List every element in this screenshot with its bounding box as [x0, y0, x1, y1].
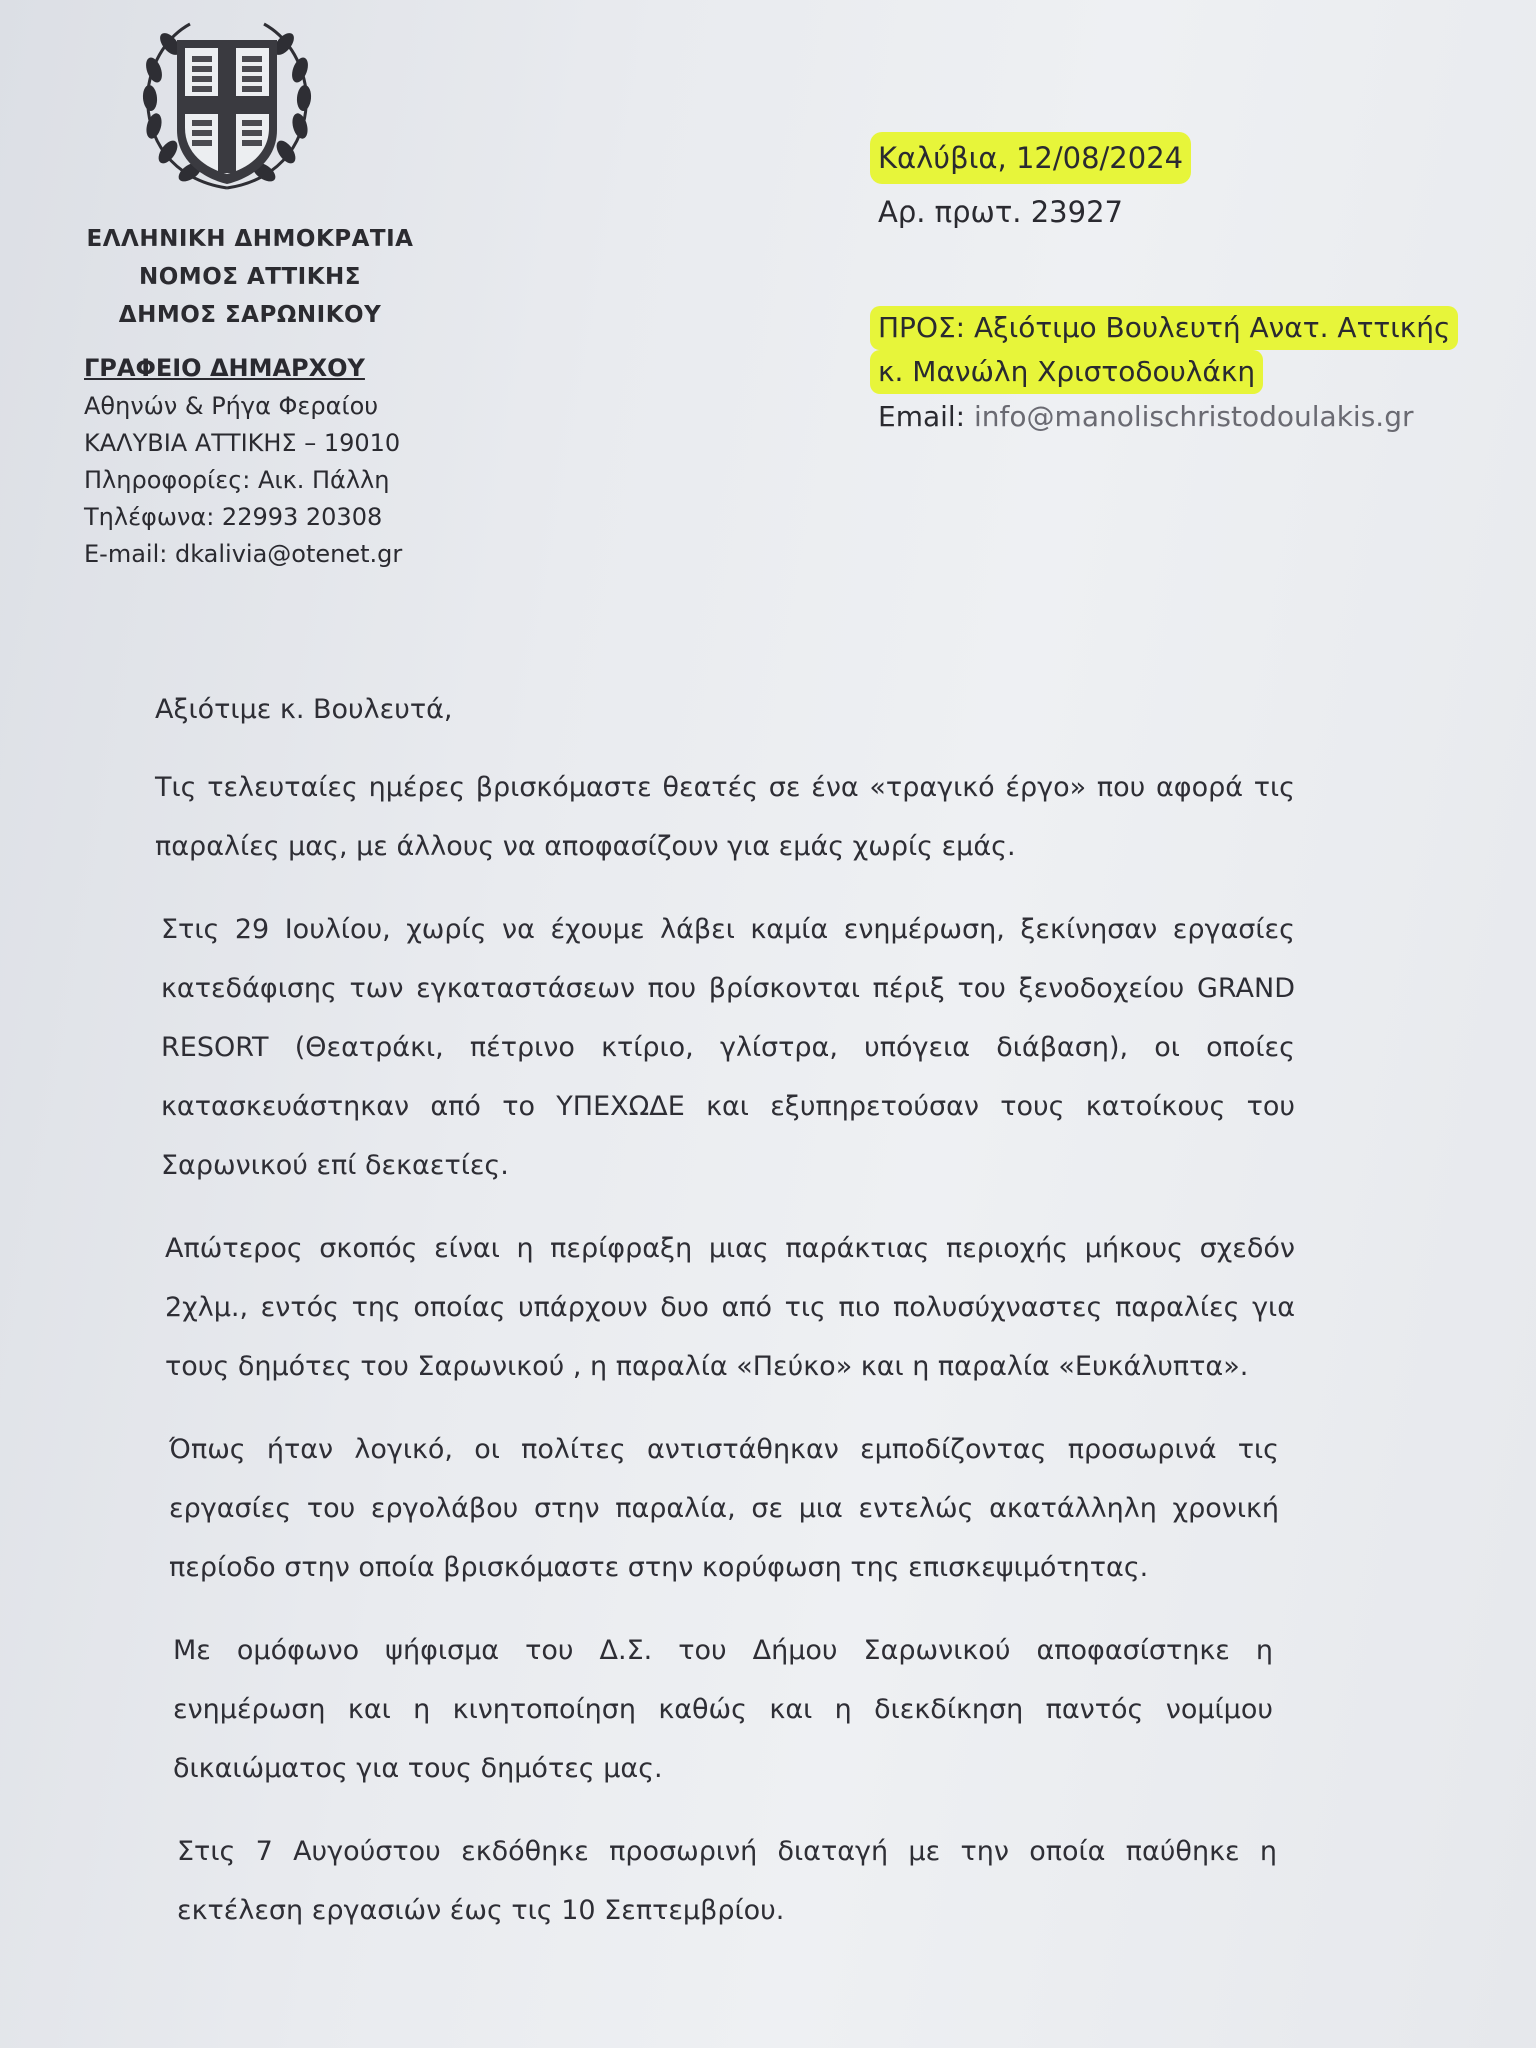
body-paragraph: Όπως ήταν λογικό, οι πολίτες αντιστάθηκαν εμποδίζοντας προσωρινά τις εργασίες του εργολάβου στην παραλία, σε μια εντελώς ακατάλληλη χρονική περίοδο στην οποία βρισκόμαστε στην κορύφωση της επισκεψιμότητας. [169, 1434, 1279, 1583]
recipient-email-label: Email: [878, 400, 966, 433]
body-paragraph: Τις τελευταίες ημέρες βρισκόμαστε θεατές σε ένα «τραγικό έργο» που αφορά τις παραλίες μας, με άλλους να αποφασίζουν για εμάς χωρίς εμάς. [155, 772, 1295, 862]
letter-body [155, 688, 1295, 1964]
body-paragraph: Στις 7 Αυγούστου εκδόθηκε προσωρινή διαταγή με την οποία παύθηκε η εκτέλεση εργασιών έως τις 10 Σεπτεμβρίου. [177, 1836, 1277, 1926]
address-line: Τηλέφωνα: 22993 20308 [84, 503, 383, 531]
address-line: Αθηνών & Ρήγα Φεραίου [84, 392, 379, 420]
body-paragraph: Στις 29 Ιουλίου, χωρίς να έχουμε λάβει καμία ενημέρωση, ξεκίνησαν εργασίες κατεδάφισης των εγκαταστάσεων που βρίσκονται πέριξ του ξενοδοχείου GRAND RESORT (Θεατράκι, πέτρινο κτίριο, γλίστρα, υπόγεια διάβαση), οι οποίες κατασκευάστηκαν από το ΥΠΕΧΩΔΕ και εξυπηρετούσαν τους κατοίκους του Σαρωνικού επί δεκαετίες. [161, 914, 1295, 1181]
salutation: Αξιότιμε κ. Βουλευτά, [155, 694, 453, 725]
letter-date: Καλύβια, 12/08/2024 [870, 132, 1191, 184]
recipient-block [878, 132, 1478, 440]
sender-email-line: E-mail: dkalivia@otenet.gr [84, 540, 403, 568]
recipient-email [878, 394, 1478, 440]
greek-coat-of-arms-icon [132, 10, 322, 200]
protocol-number: Αρ. πρωτ. 23927 [878, 195, 1123, 229]
org-line: ΔΗΜΟΣ ΣΑΡΩΝΙΚΟΥ [118, 302, 382, 328]
body-paragraph: Με ομόφωνο ψήφισμα του Δ.Σ. του Δήμου Σαρωνικού αποφασίστηκε η ενημέρωση και η κινητοποίηση καθώς και η διεκδίκηση παντός νομίμου δικαιώματος για τους δημότες μας. [173, 1635, 1273, 1784]
recipient-email-address: info@manolischristodoulakis.gr [974, 400, 1414, 433]
org-line: ΕΛΛΗΝΙΚΗ ΔΗΜΟΚΡΑΤΙΑ [86, 226, 414, 252]
body-paragraph: Απώτερος σκοπός είναι η περίφραξη μιας παράκτιας περιοχής μήκους σχεδόν 2χλμ., εντός της οποίας υπάρχουν δυο από τις πιο πολυσύχναστες παραλίες για τους δημότες του Σαρωνικού , η παραλία «Πεύκο» και η παραλία «Ευκάλυπτα». [165, 1233, 1295, 1382]
recipient-address [878, 306, 1478, 440]
recipient-line-1: ΠΡΟΣ: Αξιότιμο Βουλευτή Ανατ. Αττικής [870, 306, 1458, 350]
sender-block [70, 220, 430, 573]
org-line: ΝΟΜΟΣ ΑΤΤΙΚΗΣ [139, 264, 361, 290]
office-title: ΓΡΑΦΕΙΟ ΔΗΜΑΡΧΟΥ [84, 354, 365, 382]
address-line: ΚΑΛΥΒΙΑ ΑΤΤΙΚΗΣ – 19010 [84, 429, 401, 457]
recipient-line-2: κ. Μανώλη Χριστοδουλάκη [870, 350, 1263, 394]
address-line: Πληροφορίες: Αικ. Πάλλη [84, 466, 390, 494]
